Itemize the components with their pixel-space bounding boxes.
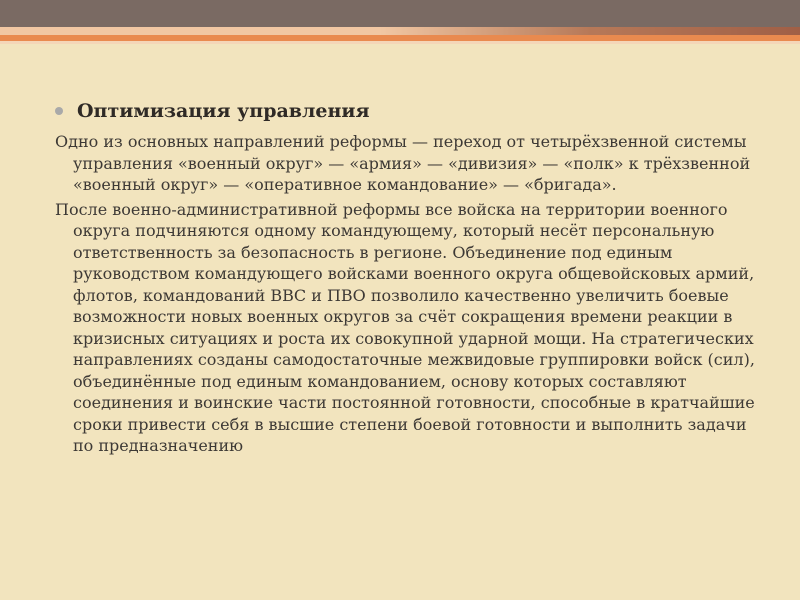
paragraph-reform-details: После военно-административной реформы все войска на территории военного округа подчиняются одному командующему, который несёт персональную ответственность за безопасность в регионе. Объединение под единым руководством командующего войсками военного округа общевойсковых армий, флотов, командований ВВС и ПВО позволило качественно увеличить боевые возможности новых военных округов за счёт сокращения времени реакции в кризисных ситуациях и роста их совокупной ударной мощи. На стратегических направлениях созданы самодостаточные межвидовые группировки войск (сил), объединённые под единым командованием, основу которых составляют соединения и воинские части постоянной готовности, способные в кратчайшие сроки привести себя в высшие степени боевой готовности и выполнить задачи по предназначению	[55, 199, 755, 455]
bullet-dot-icon	[55, 107, 63, 115]
slide-heading: Оптимизация управления	[77, 100, 370, 122]
header-band	[0, 0, 800, 27]
paragraph-reform-direction: Одно из основных направлений реформы — переход от четырёхзвенной системы управления «военный округ» — «армия» — «дивизия» — «полк» к трёхзвенной «военный округ» — «оперативное командование» — «бригада».	[55, 132, 751, 194]
bullet-item	[55, 100, 760, 122]
slide-content	[55, 100, 760, 460]
header-stripe-soft	[0, 41, 800, 44]
